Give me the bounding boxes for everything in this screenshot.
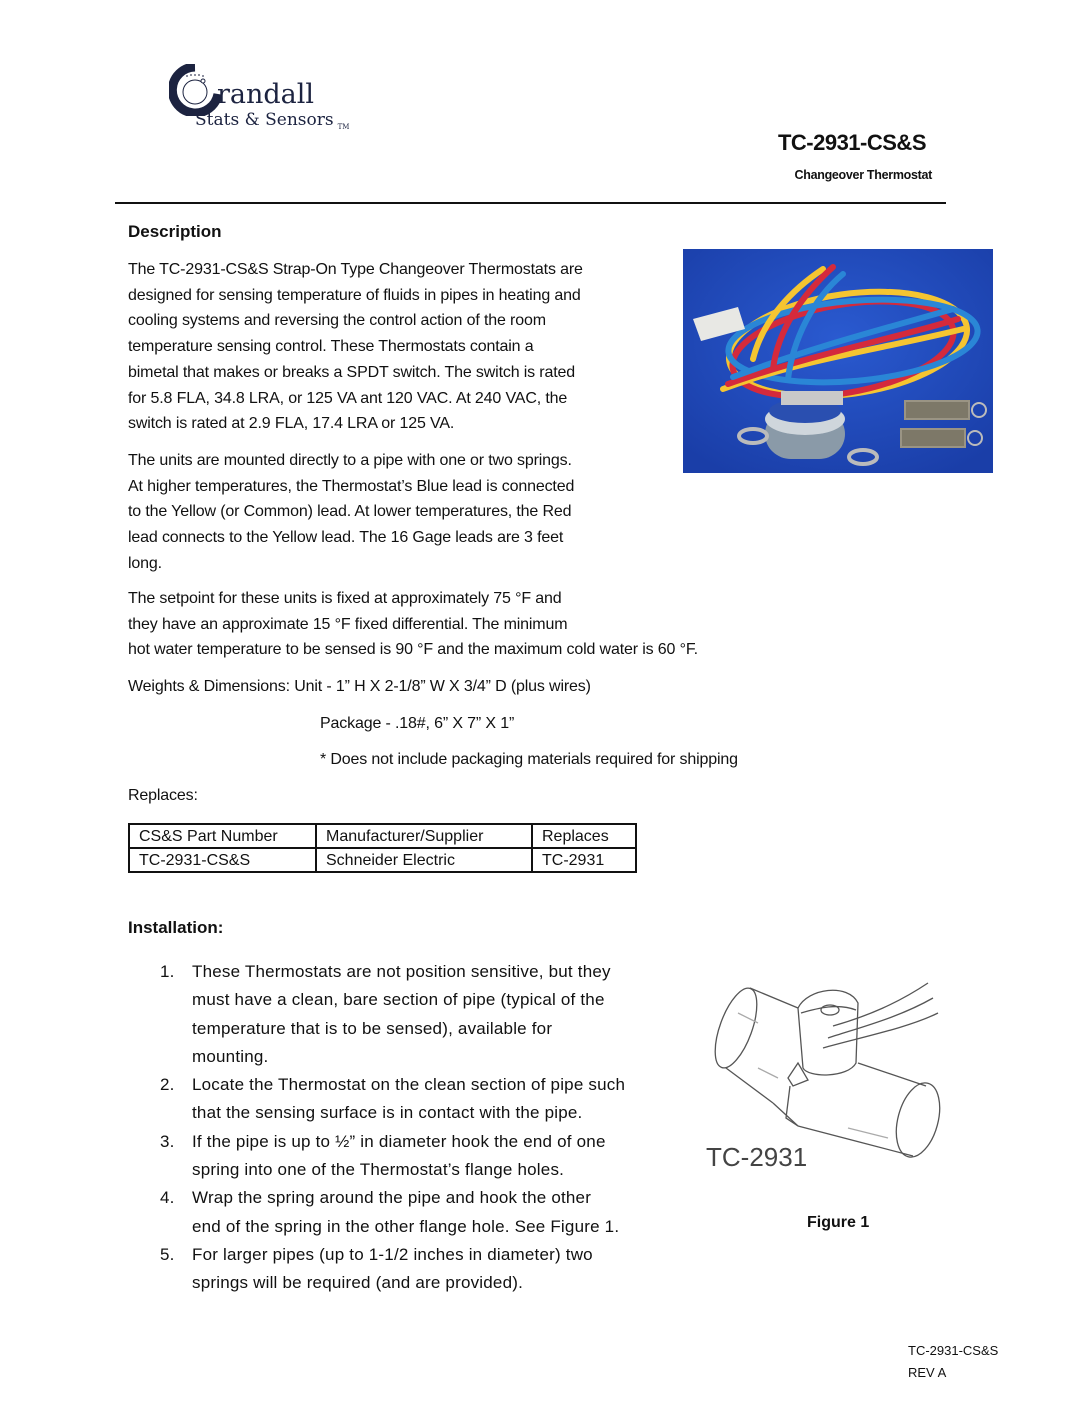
step-number: 1.: [160, 962, 175, 981]
text-line: Wrap the spring around the pipe and hook the other: [192, 1188, 592, 1208]
description-heading: Description: [128, 222, 222, 241]
list-item: [128, 1071, 688, 1128]
installation-heading: Installation:: [128, 918, 224, 937]
document-subtitle: Changeover Thermostat: [794, 168, 932, 182]
trademark-symbol: TM: [337, 123, 350, 131]
list-item: [128, 1241, 688, 1298]
step-number: 5.: [160, 1244, 175, 1264]
text-line: At higher temperatures, the Thermostat’s Blue lead is connected: [128, 477, 575, 495]
list-item: [128, 1184, 688, 1241]
figure-model-label: TC-2931: [706, 1142, 808, 1172]
footer-doc-id: TC-2931-CS&S: [908, 1343, 999, 1358]
description-paragraph-1: [128, 257, 668, 437]
text-line: spring into one of the Thermostat’s flange holes.: [192, 1160, 565, 1180]
list-item: [128, 1128, 688, 1185]
table-header-row: [129, 824, 636, 848]
logo-dial-icon: [169, 64, 221, 116]
text-line: If the pipe is up to ½” in diameter hook the end of one: [192, 1131, 606, 1151]
product-photo: [683, 249, 993, 473]
text-line: for 5.8 FLA, 34.8 LRA, or 125 VA ant 120 VAC. At 240 VAC, the: [128, 389, 568, 407]
text-line: that the sensing surface is in contact with the pipe.: [192, 1103, 583, 1123]
table-cell: TC-2931-CS&S: [129, 848, 316, 872]
text-line: lead connects to the Yellow lead. The 16 Gage leads are 3 feet: [128, 529, 564, 547]
installation-steps: [128, 958, 688, 1298]
text-line: bimetal that makes or breaks a SPDT switch. The switch is rated: [128, 363, 576, 381]
figure-1-diagram: [698, 968, 948, 1188]
table-cell: TC-2931: [532, 848, 636, 872]
logo-tagline-text: Stats & Sensors: [195, 110, 334, 130]
description-paragraph-3: [128, 586, 848, 663]
text-line: The TC-2931-CS&S Strap-On Type Changeover Thermostats are: [128, 261, 583, 278]
document-title: TC-2931-CS&S: [777, 130, 926, 155]
footer-revision: REV A: [908, 1365, 947, 1380]
text-line: The setpoint for these units is fixed at approximately 75 °F and: [128, 590, 562, 607]
text-line: temperature sensing control. These Thermostats contain a: [128, 338, 534, 356]
logo-tagline: [195, 110, 349, 137]
list-item: [128, 958, 688, 1071]
step-number: 3.: [160, 1131, 175, 1151]
column-header: Replaces: [532, 824, 636, 848]
weights-label: Weights & Dimensions:: [128, 678, 290, 695]
text-line: cooling systems and reversing the control action of the room: [128, 312, 546, 330]
step-number: 4.: [160, 1188, 175, 1208]
text-line: Locate the Thermostat on the clean section of pipe such: [192, 1075, 626, 1095]
description-paragraph-2: [128, 448, 668, 577]
text-line: end of the spring in the other flange hole. See Figure 1.: [192, 1216, 620, 1236]
text-line: temperature that is to be sensed), available for: [192, 1018, 553, 1038]
table-cell: Schneider Electric: [316, 848, 532, 872]
text-line: hot water temperature to be sensed is 90 °F and the maximum cold water is 60 °F.: [128, 641, 698, 659]
replaces-table: [128, 823, 637, 873]
column-header: CS&S Part Number: [129, 824, 316, 848]
text-line: mounting.: [192, 1046, 269, 1066]
text-line: long.: [128, 554, 162, 572]
thermostat-photo-illustration: [683, 249, 993, 473]
text-line: springs will be required (and are provided).: [192, 1273, 524, 1293]
replaces-label: Replaces:: [128, 787, 198, 804]
weights-dimensions: [128, 674, 591, 700]
logo-wordmark: randall: [217, 79, 315, 110]
text-line: The units are mounted directly to a pipe with one or two springs.: [128, 452, 572, 469]
company-logo: [165, 62, 395, 142]
weights-note: * Does not include packaging materials required for shipping: [320, 751, 738, 768]
page-footer: [908, 1340, 998, 1384]
header-divider: [115, 202, 946, 204]
text-line: These Thermostats are not position sensitive, but they: [192, 962, 611, 981]
step-number: 2.: [160, 1075, 175, 1095]
text-line: must have a clean, bare section of pipe (typical of the: [192, 990, 605, 1010]
text-line: to the Yellow (or Common) lead. At lower temperatures, the Red: [128, 503, 572, 521]
figure-caption: Figure 1: [807, 1214, 870, 1231]
text-line: switch is rated at 2.9 FLA, 17.4 LRA or 125 VA.: [128, 415, 455, 433]
text-line: designed for sensing temperature of fluids in pipes in heating and: [128, 286, 581, 304]
column-header: Manufacturer/Supplier: [316, 824, 532, 848]
weights-unit: Unit - 1” H X 2-1/8” W X 3/4” D (plus wires): [294, 678, 591, 695]
table-row: [129, 848, 636, 872]
pipe-mount-diagram: [698, 968, 948, 1188]
text-line: they have an approximate 15 °F fixed differential. The minimum: [128, 615, 568, 633]
weights-package: Package - .18#, 6” X 7” X 1”: [320, 715, 515, 732]
text-line: For larger pipes (up to 1-1/2 inches in diameter) two: [192, 1244, 593, 1264]
